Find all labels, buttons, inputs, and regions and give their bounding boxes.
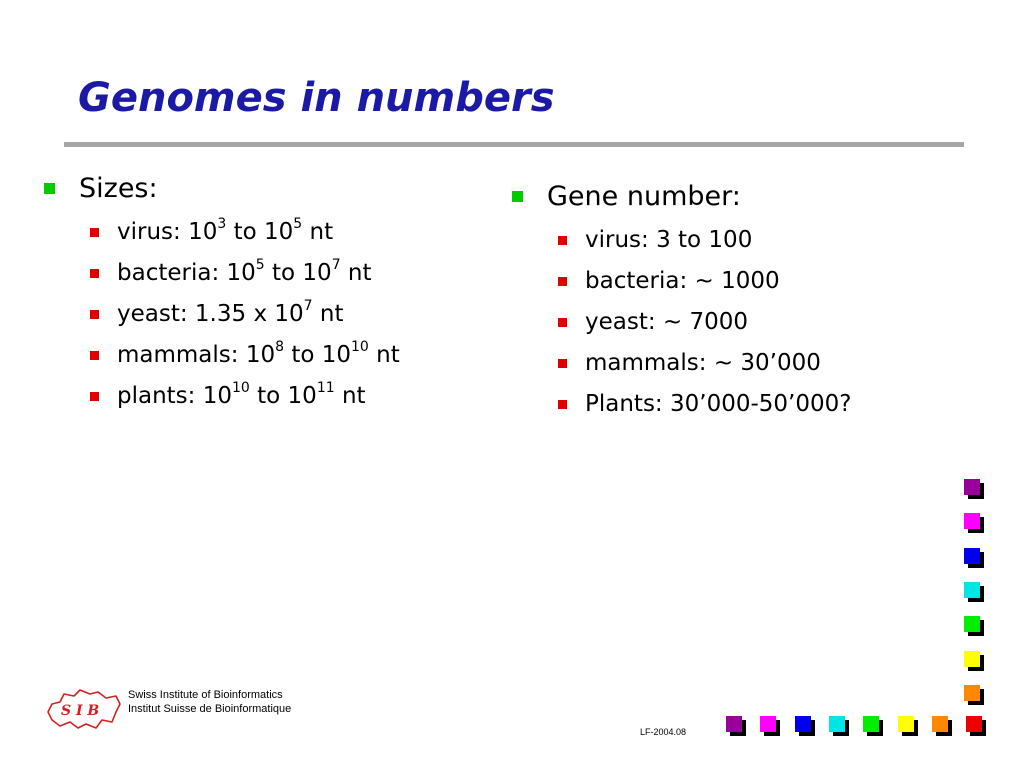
red-square-bullet-icon <box>558 318 567 327</box>
decorative-square-icon <box>863 716 883 736</box>
decorative-square-icon <box>964 582 984 602</box>
sib-logo <box>42 682 124 732</box>
size-mammals: mammals: $10^8$ to $10^{10}$ nt <box>117 339 400 368</box>
decorative-square-icon <box>964 616 984 636</box>
sizes-column <box>44 170 400 417</box>
list-item <box>44 376 400 417</box>
title-divider <box>64 142 964 147</box>
gene-virus: virus: 3 to 100 <box>585 227 753 253</box>
logo-lettering: S I B <box>61 703 100 719</box>
gene-plants: Plants: 30’000-50’000? <box>585 391 852 417</box>
green-square-bullet-icon <box>512 191 523 202</box>
list-item <box>512 302 851 343</box>
red-square-bullet-icon <box>90 392 99 401</box>
sizes-heading: Sizes: <box>79 173 158 204</box>
gene-number-heading: Gene number: <box>547 181 741 212</box>
decorative-square-icon <box>964 548 984 568</box>
decorative-square-icon <box>964 479 984 499</box>
list-item <box>512 220 851 261</box>
decorative-square-icon <box>795 716 815 736</box>
red-square-bullet-icon <box>90 310 99 319</box>
sizes-heading-bullet <box>44 170 400 208</box>
decorative-square-icon <box>932 716 952 736</box>
slide-code: LF-2004.08 <box>640 727 687 737</box>
red-square-bullet-icon <box>90 228 99 237</box>
institute-name-en: Swiss Institute of Bioinformatics <box>128 689 283 701</box>
red-square-bullet-icon <box>90 269 99 278</box>
decorative-square-icon <box>760 716 780 736</box>
decorative-square-icon <box>898 716 918 736</box>
list-item <box>512 261 851 302</box>
gene-yeast: yeast: ~ 7000 <box>585 309 749 335</box>
sizes-list <box>44 212 400 417</box>
gene-number-heading-bullet <box>512 178 851 216</box>
list-item <box>44 212 400 253</box>
list-item <box>512 384 851 425</box>
size-plants: plants: $10^{10}$ to $10^{11}$ nt <box>117 380 366 409</box>
decorative-square-icon <box>964 685 984 705</box>
size-yeast: yeast: 1.35 x $10^7$ nt <box>117 298 344 327</box>
decorative-square-icon <box>829 716 849 736</box>
green-square-bullet-icon <box>44 183 55 194</box>
institute-name <box>128 688 291 716</box>
red-square-bullet-icon <box>558 277 567 286</box>
gene-number-list <box>512 220 851 425</box>
decorative-square-icon <box>964 651 984 671</box>
size-virus: virus: $10^3$ to $10^5$ nt <box>117 216 334 245</box>
decorative-square-icon <box>966 716 986 736</box>
gene-mammals: mammals: ~ 30’000 <box>585 350 821 376</box>
red-square-bullet-icon <box>558 359 567 368</box>
institute-name-fr: Institut Suisse de Bioinformatique <box>128 703 292 715</box>
gene-number-column <box>512 178 851 425</box>
list-item <box>44 294 400 335</box>
decorative-square-icon <box>964 513 984 533</box>
size-bacteria: bacteria: $10^5$ to $10^7$ nt <box>117 257 372 286</box>
gene-bacteria: bacteria: ~ 1000 <box>585 268 780 294</box>
red-square-bullet-icon <box>558 236 567 245</box>
list-item <box>512 343 851 384</box>
list-item <box>44 335 400 376</box>
red-square-bullet-icon <box>558 400 567 409</box>
decorative-square-icon <box>726 716 746 736</box>
slide-title: Genomes in numbers <box>78 75 555 121</box>
list-item <box>44 253 400 294</box>
red-square-bullet-icon <box>90 351 99 360</box>
